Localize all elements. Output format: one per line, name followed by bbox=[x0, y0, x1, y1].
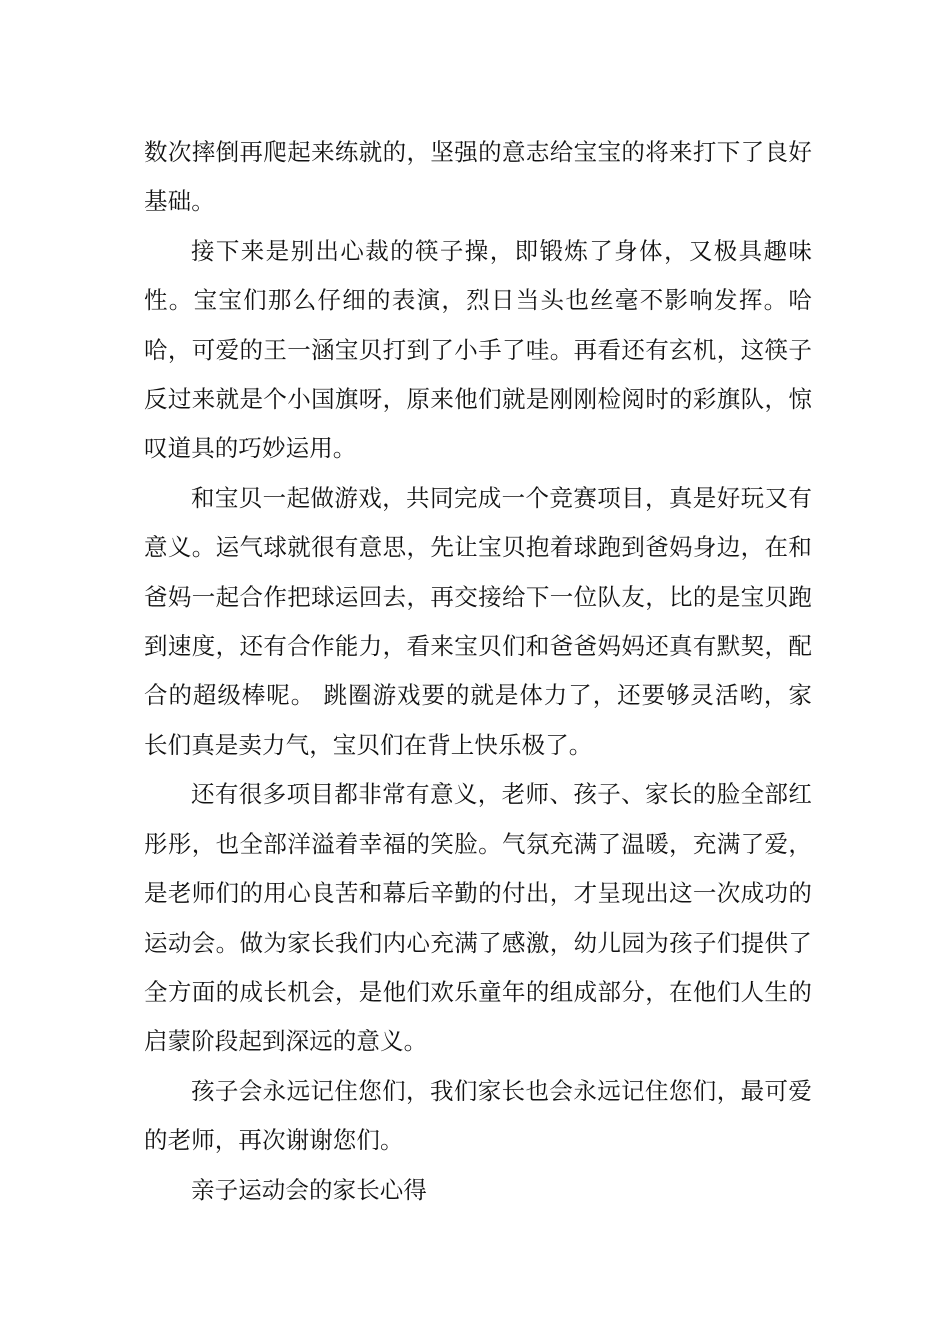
paragraph-chopsticks-exercise: 接下来是别出心裁的筷子操，即锻炼了身体，又极具趣味性。宝宝们那么仔细的表演，烈日当头也丝毫不影响发挥。哈哈，可爱的王一涵宝贝打到了小手了哇。再看还有玄机，这筷子反过来就是个小国旗呀，原来他们就是刚刚检阅时的彩旗队，惊叹道具的巧妙运用。 bbox=[144, 236, 812, 463]
paragraph-gratitude: 还有很多项目都非常有意义，老师、孩子、家长的脸全部红彤彤，也全部洋溢着幸福的笑脸。气氛充满了温暖，充满了爱，是老师们的用心良苦和幕后辛勤的付出，才呈现出这一次成功的运动会。做为家长我们内心充满了感激，幼儿园为孩子们提供了全方面的成长机会，是他们欢乐童年的组成部分，在他们人生的启蒙阶段起到深远的意义。 bbox=[144, 780, 812, 1056]
document-body bbox=[144, 128, 812, 1215]
paragraph-games: 和宝贝一起做游戏，共同完成一个竞赛项目，真是好玩又有意义。运气球就很有意思，先让宝贝抱着球跑到爸妈身边，在和爸妈一起合作把球运回去，再交接给下一位队友，比的是宝贝跑到速度，还有合作能力，看来宝贝们和爸爸妈妈还真有默契，配合的超级棒呢。 跳圈游戏要的就是体力了，还要够灵活哟，家长们真是卖力气，宝贝们在背上快乐极了。 bbox=[144, 483, 812, 759]
paragraph-continued: 数次摔倒再爬起来练就的，坚强的意志给宝宝的将来打下了良好基础。 bbox=[144, 138, 812, 216]
paragraph-closing: 孩子会永远记住您们，我们家长也会永远记住您们，最可爱的老师，再次谢谢您们。 bbox=[144, 1076, 812, 1155]
next-section-title: 亲子运动会的家长心得 bbox=[191, 1175, 427, 1204]
